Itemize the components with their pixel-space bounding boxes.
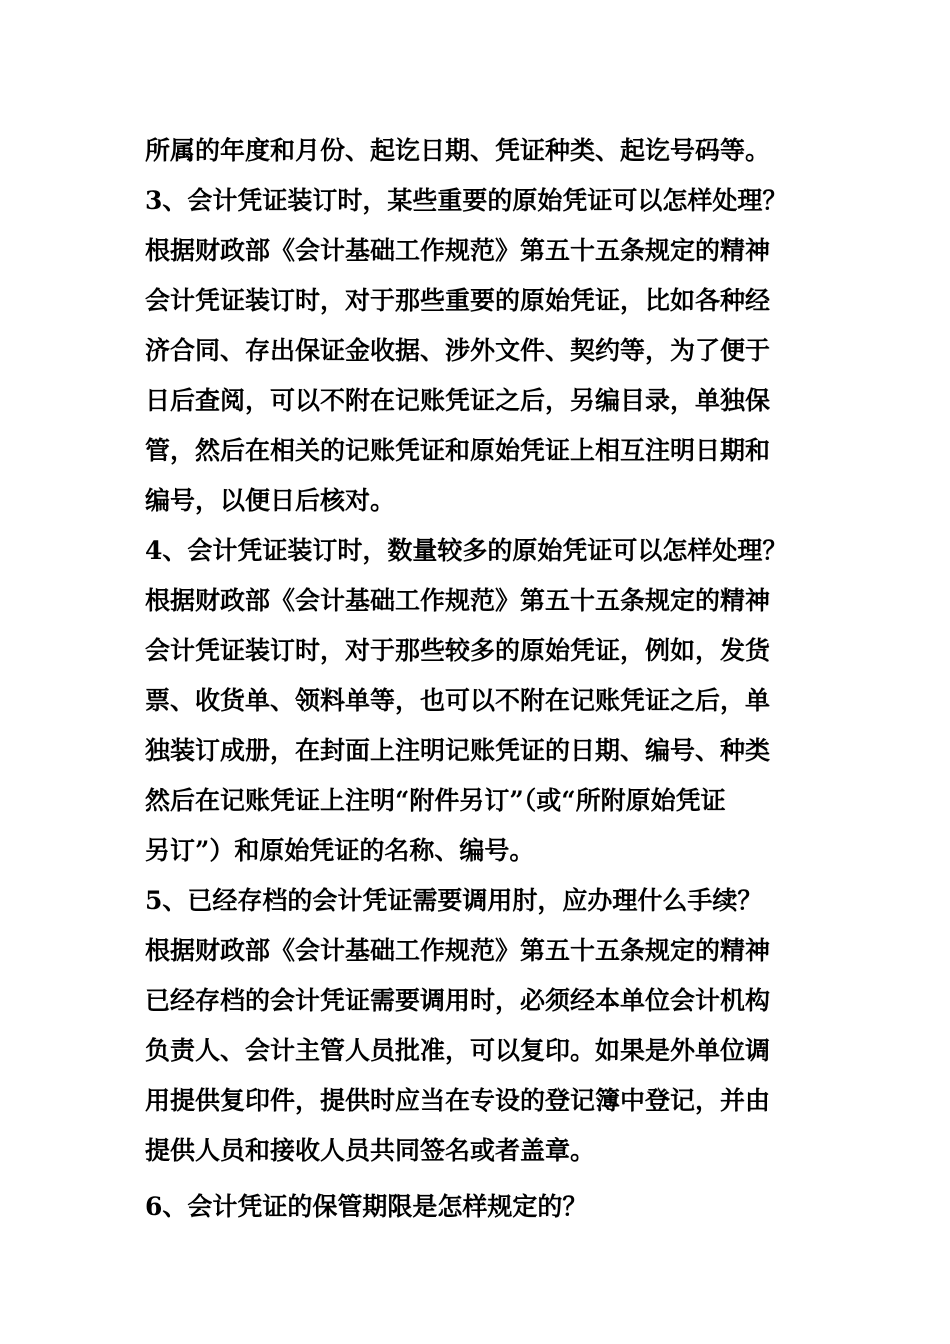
question-heading-3: 3、会计凭证装订时，某些重要的原始凭证可以怎样处理？	[145, 186, 788, 215]
paragraph-line: 票、收货单、领料单等，也可以不附在记账凭证之后，单	[145, 686, 771, 715]
paragraph-line: 另订”）和原始凭证的名称、编号。	[145, 836, 535, 865]
paragraph-line: 编号，以便日后核对。	[145, 486, 396, 515]
paragraph-line: 提供人员和接收人员共同签名或者盖章。	[145, 1136, 596, 1165]
paragraph-line: 负责人、会计主管人员批准，可以复印。如果是外单位调	[145, 1036, 771, 1065]
paragraph-line: 用提供复印件，提供时应当在专设的登记簿中登记，并由	[145, 1086, 771, 1115]
question-heading-4: 4、会计凭证装订时，数量较多的原始凭证可以怎样处理？	[145, 536, 788, 565]
paragraph-line: 根据财政部《会计基础工作规范》第五十五条规定的精神	[145, 586, 771, 615]
paragraph-line: 日后查阅，可以不附在记账凭证之后，另编目录，单独保	[145, 386, 771, 415]
paragraph-line: 会计凭证装订时，对于那些较多的原始凭证，例如，发货	[145, 636, 771, 665]
document-body	[145, 126, 845, 1232]
paragraph-line: 会计凭证装订时，对于那些重要的原始凭证，比如各种经	[145, 286, 771, 315]
paragraph-line: 济合同、存出保证金收据、涉外文件、契约等，为了便于	[145, 336, 771, 365]
question-heading-6: 6、会计凭证的保管期限是怎样规定的？	[145, 1192, 588, 1221]
paragraph-line: 所属的年度和月份、起讫日期、凭证种类、起讫号码等。	[145, 136, 771, 165]
paragraph-line: 管，然后在相关的记账凭证和原始凭证上相互注明日期和	[145, 436, 771, 465]
question-heading-5: 5、已经存档的会计凭证需要调用肘，应办理什么手续？	[145, 886, 763, 915]
paragraph-line: 独装订成册，在封面上注明记账凭证的日期、编号、种类	[145, 736, 771, 765]
paragraph-line: 根据财政部《会计基础工作规范》第五十五条规定的精神	[145, 236, 771, 265]
paragraph-line: 根据财政部《会计基础工作规范》第五十五条规定的精神	[145, 936, 771, 965]
paragraph-line: 已经存档的会计凭证需要调用时，必须经本单位会计机构	[145, 986, 771, 1015]
paragraph-line: 然后在记账凭证上注明“附件另订”（或“所附原始凭证	[145, 786, 726, 815]
